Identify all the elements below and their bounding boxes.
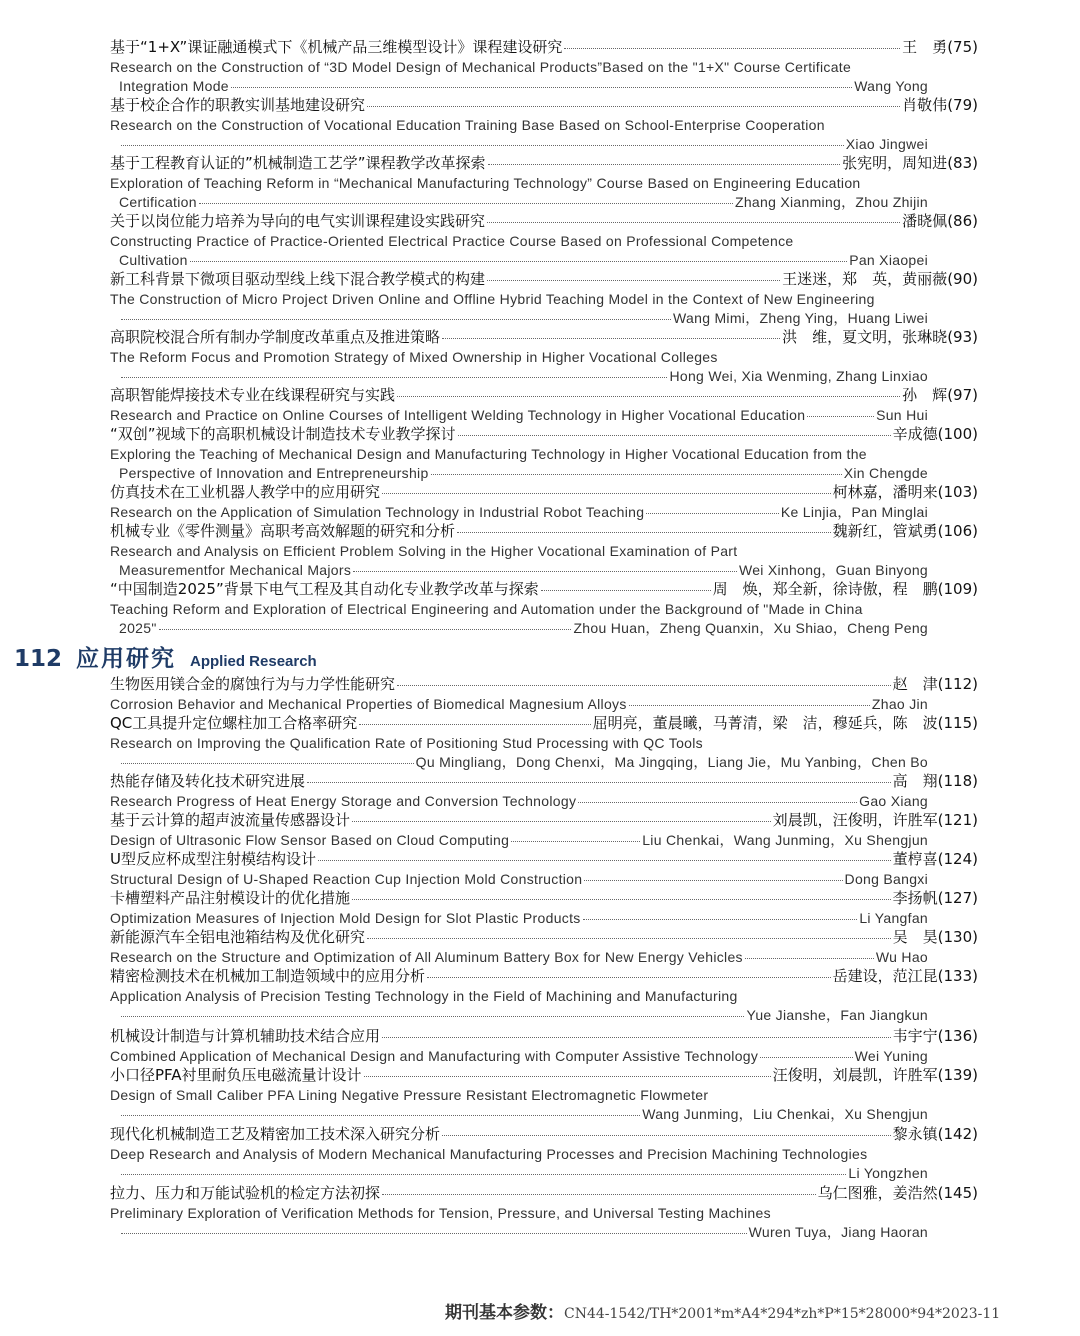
toc-line — [110, 1047, 928, 1065]
toc-line — [110, 561, 928, 579]
dot-leader — [564, 48, 900, 49]
toc-title-en: Design of Ultrasonic Flow Sensor Based on Cloud Computing — [110, 831, 510, 848]
dot-leader — [487, 280, 780, 281]
authors-zh: 辛成德 — [892, 425, 938, 443]
toc-line — [110, 290, 978, 308]
toc-authors-zh — [713, 580, 978, 598]
dot-leader — [352, 899, 891, 900]
authors-zh: 乌仁图雅，姜浩然 — [817, 1184, 938, 1202]
authors-en: Wang Mimi，Zheng Ying，Huang Liwei — [673, 309, 928, 326]
page-number: (75) — [947, 38, 978, 56]
toc-title-zh: 基于工程教育认证的”机械制造工艺学”课程教学改革探索 — [110, 154, 486, 172]
dot-leader — [121, 1016, 744, 1017]
toc-title-zh: 小口径PFA衬里耐负压电磁流量计设计 — [110, 1066, 362, 1084]
toc-line — [110, 406, 928, 424]
toc-title-en: Exploring the Teaching of Mechanical Design and Manufacturing Technology in Higher Vocational Education from the — [110, 445, 867, 462]
dot-leader — [353, 571, 737, 572]
toc-line — [110, 753, 928, 771]
dot-leader — [382, 493, 831, 494]
toc-title-en: Research on the Construction of “3D Model Design of Mechanical Products”Based on the "1+X" Course Certificate — [110, 58, 852, 75]
section-number: 112 — [14, 646, 63, 672]
dot-leader — [121, 319, 671, 320]
dot-leader — [397, 396, 900, 397]
dot-leader — [121, 1174, 846, 1175]
authors-zh: 张宪明，周知进 — [842, 154, 948, 172]
authors-en: Gao Xiang — [859, 792, 928, 809]
toc-title-en: Research Progress of Heat Energy Storage and Conversion Technology — [110, 792, 577, 809]
toc-line — [110, 1006, 928, 1024]
dot-leader — [359, 724, 590, 725]
page-value: 103 — [943, 483, 973, 501]
toc-line — [110, 96, 978, 114]
toc-title-en: Optimization Measures of Injection Mold Design for Slot Plastic Products — [110, 909, 581, 926]
page-number: (103) — [937, 483, 978, 501]
authors-en: Yue Jianshe，Fan Jiangkun — [746, 1006, 928, 1023]
toc-line — [110, 831, 928, 849]
toc-title-zh: 新工科背景下微项目驱动型线上线下混合教学模式的构建 — [110, 270, 486, 288]
toc-line — [110, 600, 978, 618]
toc-title-zh: 现代化机械制造工艺及精密加工技术深入研究分析 — [110, 1125, 441, 1143]
authors-en: Pan Xiaopei — [849, 251, 928, 268]
toc-title-en: Research on the Structure and Optimization of All Aluminum Battery Box for New Energy Vehicles — [110, 948, 743, 965]
toc-line — [110, 1164, 928, 1182]
dot-leader — [760, 1057, 853, 1058]
toc-title-zh: “双创”视域下的高职机械设计制造技术专业教学探讨 — [110, 425, 456, 443]
authors-zh: 洪 维，夏文明，张琳晓 — [782, 328, 948, 346]
toc-title-zh: “中国制造2025”背景下电气工程及其自动化专业教学改革与探索 — [110, 580, 539, 598]
dot-leader — [646, 513, 779, 514]
toc-title-en: Research on the Construction of Vocational Education Training Base Based on School-Enterprise Cooperation — [110, 116, 825, 133]
page-number: (124) — [937, 850, 978, 868]
toc-line — [110, 1145, 978, 1163]
dot-leader — [121, 145, 844, 146]
dot-leader — [352, 821, 771, 822]
toc-title-zh: 机械专业《零件测量》高职考高效解题的研究和分析 — [110, 522, 456, 540]
toc-title-en: Preliminary Exploration of Verification Methods for Tension, Pressure, and Universal Testing Machines — [110, 1204, 771, 1221]
toc-line — [110, 1184, 978, 1202]
dot-leader — [382, 1037, 891, 1038]
page-number: (79) — [947, 96, 978, 114]
page-number: (130) — [937, 928, 978, 946]
authors-zh: 柯林嘉，潘明来 — [832, 483, 938, 501]
authors-zh: 王迷迷，郑 英，黄丽薇 — [782, 270, 948, 288]
toc-line — [110, 695, 928, 713]
page-value: 145 — [943, 1184, 973, 1202]
toc-line — [110, 503, 928, 521]
toc-line — [110, 174, 978, 192]
toc-authors-zh — [902, 38, 978, 56]
toc-line — [110, 792, 928, 810]
toc-authors-zh — [773, 1066, 978, 1084]
dot-leader — [121, 1115, 640, 1116]
authors-zh: 屈明亮，董晨曦，马菁清，梁 洁，穆延兵，陈 波 — [592, 714, 938, 732]
dot-leader — [511, 841, 640, 842]
toc-title-en: Research on the Application of Simulation Technology in Industrial Robot Teaching — [110, 503, 645, 520]
page-value: 142 — [943, 1125, 973, 1143]
dot-leader — [488, 164, 841, 165]
dot-leader — [364, 1076, 771, 1077]
toc-title-en: Corrosion Behavior and Mechanical Properties of Biomedical Magnesium Alloys — [110, 695, 627, 712]
toc-line — [110, 909, 928, 927]
authors-zh: 吴 昊 — [892, 928, 938, 946]
dot-leader — [121, 763, 414, 764]
toc-title-en: Teaching Reform and Exploration of Electrical Engineering and Automation under the Background of "Made in China — [110, 600, 863, 617]
toc-line — [110, 1125, 978, 1143]
page-number: (139) — [937, 1066, 978, 1084]
dot-leader — [807, 416, 874, 417]
toc-title-zh: 高职智能焊接技术专业在线课程研究与实践 — [110, 386, 396, 404]
journal-parameters-label: 期刊基本参数： — [445, 1303, 564, 1323]
page-value: 127 — [943, 889, 973, 907]
toc-line — [110, 386, 978, 404]
page-value: 121 — [943, 811, 973, 829]
toc-authors-zh — [893, 850, 978, 868]
toc-line — [110, 948, 928, 966]
page-value: 100 — [943, 425, 973, 443]
toc-line — [110, 328, 978, 346]
authors-en: Zhou Huan，Zheng Quanxin，Xu Shiao，Cheng Peng — [573, 619, 928, 636]
toc-line — [110, 1223, 928, 1241]
toc-line — [110, 116, 978, 134]
toc-authors-zh — [902, 96, 978, 114]
toc-title-en: Structural Design of U-Shaped Reaction Cup Injection Mold Construction — [110, 870, 583, 887]
journal-parameters — [445, 1298, 1000, 1323]
authors-en: Wuren Tuya，Jiang Haoran — [748, 1223, 928, 1240]
dot-leader — [121, 1233, 747, 1234]
page-number: (100) — [937, 425, 978, 443]
toc-title-en: The Reform Focus and Promotion Strategy of Mixed Ownership in Higher Vocational Colleges — [110, 348, 718, 365]
toc-line — [110, 1204, 978, 1222]
page-number: (115) — [937, 714, 978, 732]
authors-en: Li Yangfan — [859, 909, 928, 926]
dot-leader — [367, 938, 891, 939]
authors-en: Wei Yuning — [854, 1047, 928, 1064]
dot-leader — [745, 958, 874, 959]
toc-line — [110, 734, 978, 752]
authors-en: Wei Xinhong，Guan Binyong — [738, 561, 928, 578]
journal-parameters-value: CN44-1542/TH*2001*m*A4*294*zh*P*15*28000*94*2023-11 — [564, 1306, 1001, 1322]
toc-authors-zh — [902, 386, 978, 404]
page-value: 115 — [943, 714, 973, 732]
toc-title-en: Research and Practice on Online Courses of Intelligent Welding Technology in Higher Vocational Education — [110, 406, 806, 423]
toc-line — [110, 425, 978, 443]
page-value: 90 — [953, 270, 973, 288]
authors-zh: 李扬帆 — [892, 889, 938, 907]
authors-en: Dong Bangxi — [844, 870, 928, 887]
authors-en: Wang Junming，Liu Chenkai，Xu Shengjun — [642, 1105, 928, 1122]
toc-line — [110, 483, 978, 501]
toc-title-zh: 基于“1+X”课证融通模式下《机械产品三维模型设计》课程建设研究 — [110, 38, 563, 56]
toc-authors-zh — [902, 212, 978, 230]
toc-line — [110, 987, 978, 1005]
authors-en: Ke Linjia，Pan Minglai — [780, 503, 928, 520]
toc-line — [110, 675, 978, 693]
authors-en: Li Yongzhen — [848, 1164, 928, 1181]
dot-leader — [431, 474, 842, 475]
authors-zh: 董梈喜 — [892, 850, 938, 868]
page-number: (109) — [937, 580, 978, 598]
page-value: 109 — [943, 580, 973, 598]
authors-en: Qu Mingliang，Dong Chenxi，Ma Jingqing，Liang Jie，Mu Yanbing，Chen Bo — [415, 753, 928, 770]
toc-authors-zh — [893, 675, 978, 693]
toc-authors-zh — [893, 1125, 978, 1143]
page-value: 79 — [953, 96, 973, 114]
toc-line — [110, 464, 928, 482]
authors-zh: 潘晓佩 — [902, 212, 948, 230]
section-title-en: Applied Research — [190, 653, 317, 670]
dot-leader — [367, 106, 900, 107]
toc-line — [110, 367, 928, 385]
toc-title-en-cont: Perspective of Innovation and Entrepreneurship — [119, 464, 429, 481]
dot-leader — [541, 590, 711, 591]
toc-line — [110, 811, 978, 829]
toc-title-zh: 基于云计算的超声波流量传感器设计 — [110, 811, 351, 829]
toc-title-zh: 关于以岗位能力培养为导向的电气实训课程建设实践研究 — [110, 212, 486, 230]
toc-line — [110, 967, 978, 985]
authors-zh: 肖敬伟 — [902, 96, 948, 114]
authors-zh: 高 翔 — [892, 772, 938, 790]
page-value: 83 — [953, 154, 973, 172]
toc-authors-zh — [893, 928, 978, 946]
authors-zh: 魏新红，管斌勇 — [832, 522, 938, 540]
authors-zh: 汪俊明，刘晨凯，许胜军 — [772, 1066, 938, 1084]
page-value: 86 — [953, 212, 973, 230]
dot-leader — [159, 629, 572, 630]
authors-en: Xin Chengde — [843, 464, 928, 481]
toc-title-zh: 拉力、压力和万能试验机的检定方法初探 — [110, 1184, 381, 1202]
authors-zh: 王 勇 — [902, 38, 948, 56]
toc-authors-zh — [773, 811, 978, 829]
page-value: 106 — [943, 522, 973, 540]
dot-leader — [190, 261, 848, 262]
toc-line — [110, 58, 978, 76]
page-number: (127) — [937, 889, 978, 907]
toc-line — [110, 193, 928, 211]
toc-authors-zh — [593, 714, 978, 732]
toc-line — [110, 850, 978, 868]
toc-title-zh: 高职院校混合所有制办学制度改革重点及推进策略 — [110, 328, 441, 346]
toc-authors-zh — [842, 154, 978, 172]
page-value: 118 — [943, 772, 973, 790]
toc-title-zh: 仿真技术在工业机器人教学中的应用研究 — [110, 483, 381, 501]
toc-line — [110, 619, 928, 637]
page-number: (112) — [937, 675, 978, 693]
toc-authors-zh — [893, 1027, 978, 1045]
toc-line — [110, 212, 978, 230]
toc-title-zh: 机械设计制造与计算机辅助技术结合应用 — [110, 1027, 381, 1045]
toc-title-en-cont: Certification — [119, 193, 197, 210]
toc-title-zh: 卡槽塑料产品注射模设计的优化措施 — [110, 889, 351, 907]
toc-authors-zh — [833, 483, 978, 501]
toc-title-en: Exploration of Teaching Reform in “Mechanical Manufacturing Technology” Course Based on Engineering Education — [110, 174, 861, 191]
toc-title-en-cont: 2025" — [119, 619, 157, 636]
dot-leader — [487, 222, 900, 223]
toc-title-en-cont: Cultivation — [119, 251, 188, 268]
toc-line — [110, 270, 978, 288]
dot-leader — [578, 802, 857, 803]
toc-line — [110, 1086, 978, 1104]
authors-en: Zhao Jin — [871, 695, 928, 712]
toc-line — [110, 1066, 978, 1084]
authors-zh: 周 焕，郑全新，徐诗傲，程 鹏 — [712, 580, 938, 598]
dot-leader — [442, 338, 780, 339]
authors-en: Sun Hui — [876, 406, 928, 423]
toc-title-en-cont: Measurementfor Mechanical Majors — [119, 561, 352, 578]
toc-line — [110, 232, 978, 250]
section-title-zh: 应用研究 — [76, 646, 177, 672]
toc-line — [110, 772, 978, 790]
page-number: (136) — [937, 1027, 978, 1045]
page-number: (133) — [937, 967, 978, 985]
toc-title-zh: 生物医用镁合金的腐蚀行为与力学性能研究 — [110, 675, 396, 693]
toc-line — [110, 154, 978, 172]
authors-zh: 孙 辉 — [902, 386, 948, 404]
authors-zh: 韦宇宁 — [892, 1027, 938, 1045]
toc-line — [110, 1027, 978, 1045]
page-value: 112 — [943, 675, 973, 693]
toc-line — [110, 251, 928, 269]
toc-line — [110, 135, 928, 153]
toc-line — [110, 714, 978, 732]
toc-title-zh: U型反应杯成型注射模结构设计 — [110, 850, 316, 868]
toc-authors-zh — [833, 967, 978, 985]
toc-line — [110, 542, 978, 560]
dot-leader — [199, 203, 733, 204]
dot-leader — [458, 435, 891, 436]
page-value: 97 — [953, 386, 973, 404]
toc-title-zh: 基于校企合作的职教实训基地建设研究 — [110, 96, 366, 114]
toc-authors-zh — [893, 889, 978, 907]
toc-line — [110, 348, 978, 366]
toc-line — [110, 1105, 928, 1123]
page-number: (121) — [937, 811, 978, 829]
authors-zh: 黎永镇 — [892, 1125, 938, 1143]
authors-en: Wu Hao — [875, 948, 928, 965]
authors-en: Liu Chenkai，Wang Junming，Xu Shengjun — [642, 831, 928, 848]
page-value: 130 — [943, 928, 973, 946]
toc-title-zh: 新能源汽车全铝电池箱结构及优化研究 — [110, 928, 366, 946]
toc-title-en: Deep Research and Analysis of Modern Mechanical Manufacturing Processes and Precision Machining Technologies — [110, 1145, 868, 1162]
page-value: 136 — [943, 1027, 973, 1045]
toc-title-en: Combined Application of Mechanical Design and Manufacturing with Computer Assistive Technology — [110, 1047, 759, 1064]
toc-authors-zh — [833, 522, 978, 540]
page-value: 139 — [943, 1066, 973, 1084]
page-value: 133 — [943, 967, 973, 985]
dot-leader — [457, 532, 831, 533]
toc-line — [110, 445, 978, 463]
toc-title-zh: 精密检测技术在机械加工制造领域中的应用分析 — [110, 967, 426, 985]
toc-title-en: Research on Improving the Qualification Rate of Positioning Stud Processing with QC Tools — [110, 734, 703, 751]
dot-leader — [629, 705, 870, 706]
toc-line — [110, 38, 978, 56]
toc-line — [110, 889, 978, 907]
toc-authors-zh — [782, 328, 978, 346]
authors-en: Zhang Xianming，Zhou Zhijin — [734, 193, 928, 210]
toc-authors-zh — [818, 1184, 978, 1202]
toc-title-en: Design of Small Caliber PFA Lining Negative Pressure Resistant Electromagnetic Flowmeter — [110, 1086, 709, 1103]
page-number: (145) — [937, 1184, 978, 1202]
authors-en: Hong Wei, Xia Wenming, Zhang Linxiao — [669, 367, 928, 384]
dot-leader — [231, 87, 852, 88]
authors-en: Wang Yong — [854, 77, 928, 94]
page-value: 124 — [943, 850, 973, 868]
toc-authors-zh — [782, 270, 978, 288]
toc-title-zh: QC工具提升定位螺柱加工合格率研究 — [110, 714, 358, 732]
section-header — [14, 640, 317, 674]
dot-leader — [307, 782, 891, 783]
toc-title-en: Application Analysis of Precision Testing Technology in the Field of Machining and Manufacturing — [110, 987, 738, 1004]
page-number: (97) — [947, 386, 978, 404]
toc-line — [110, 928, 978, 946]
toc-line — [110, 580, 978, 598]
toc-title-en: The Construction of Micro Project Driven Online and Offline Hybrid Teaching Model in the Context of New Engineering — [110, 290, 875, 307]
dot-leader — [318, 860, 891, 861]
authors-zh: 赵 津 — [892, 675, 938, 693]
page-number: (142) — [937, 1125, 978, 1143]
toc-line — [110, 870, 928, 888]
toc-title-en: Research and Analysis on Efficient Problem Solving in the Higher Vocational Examination of Part — [110, 542, 738, 559]
dot-leader — [382, 1194, 816, 1195]
toc-authors-zh — [893, 772, 978, 790]
dot-leader — [427, 977, 831, 978]
toc-line — [110, 522, 978, 540]
page-number: (118) — [937, 772, 978, 790]
toc-title-en-cont: Integration Mode — [119, 77, 229, 94]
page-number: (90) — [947, 270, 978, 288]
toc-title-zh: 热能存储及转化技术研究进展 — [110, 772, 306, 790]
dot-leader — [584, 880, 842, 881]
page-number: (106) — [937, 522, 978, 540]
dot-leader — [397, 685, 891, 686]
page-value: 93 — [953, 328, 973, 346]
dot-leader — [442, 1135, 891, 1136]
page-number: (93) — [947, 328, 978, 346]
page-number: (86) — [947, 212, 978, 230]
dot-leader — [121, 377, 667, 378]
toc-title-en: Constructing Practice of Practice-Oriented Electrical Practice Course Based on Professional Competence — [110, 232, 794, 249]
authors-en: Xiao Jingwei — [845, 135, 928, 152]
toc-authors-zh — [893, 425, 978, 443]
dot-leader — [583, 919, 858, 920]
page-number: (83) — [947, 154, 978, 172]
authors-zh: 岳建设，范江昆 — [832, 967, 938, 985]
toc-line — [110, 77, 928, 95]
authors-zh: 刘晨凯，汪俊明，许胜军 — [772, 811, 938, 829]
page-value: 75 — [953, 38, 973, 56]
toc-line — [110, 309, 928, 327]
